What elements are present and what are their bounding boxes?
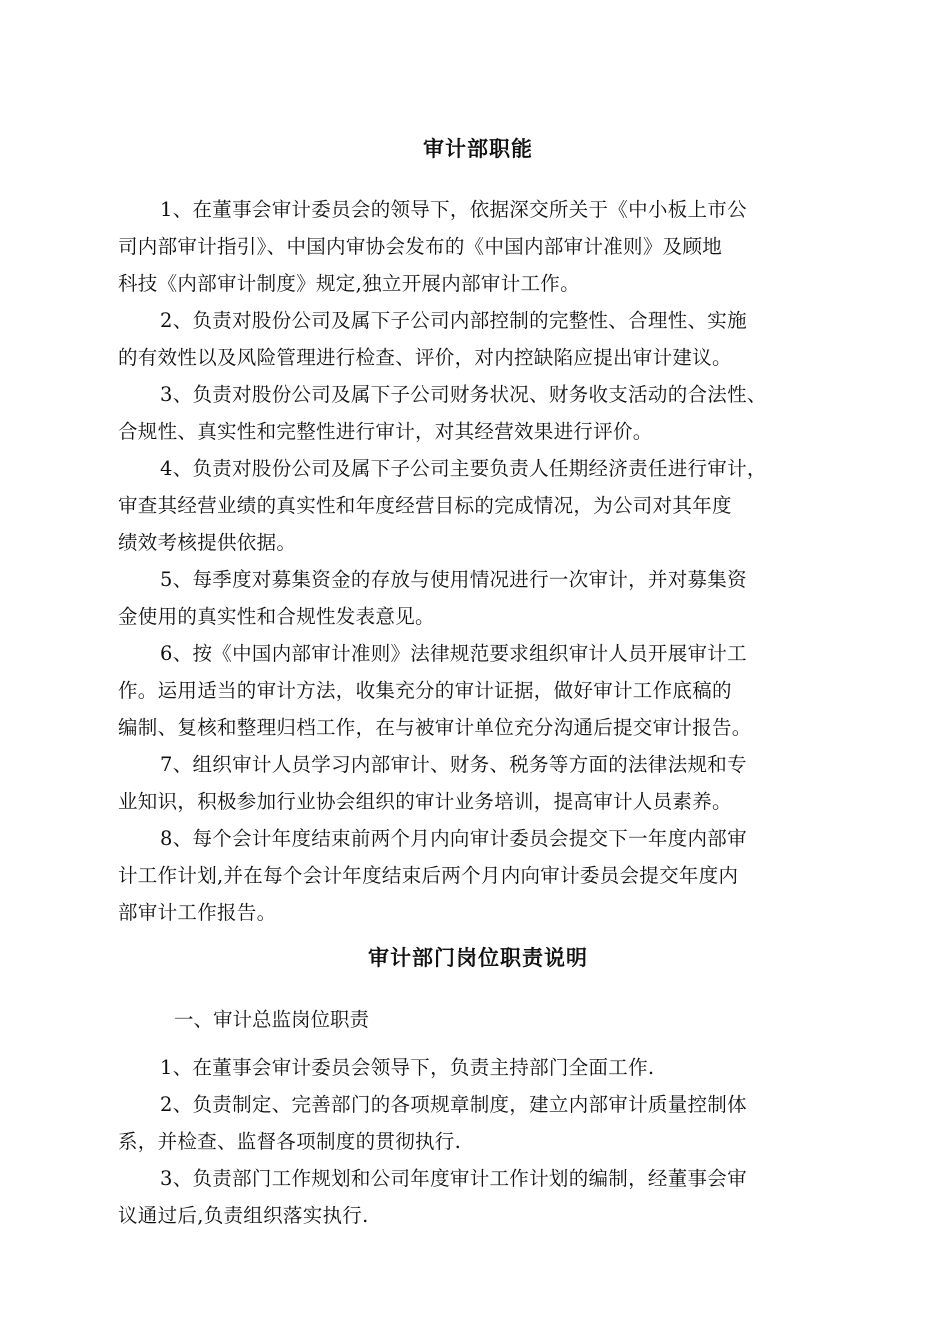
- subheading-chief-auditor: 一、审计总监岗位职责: [174, 1008, 370, 1031]
- text-line: 2、负责制定、完善部门的各项规章制度，建立内部审计质量控制体: [160, 1093, 747, 1116]
- text-line: 编制、复核和整理归档工作，在与被审计单位充分沟通后提交审计报告。: [118, 716, 752, 739]
- section-title-job-duties: 审计部门岗位职责说明: [368, 946, 588, 970]
- text-line: 议通过后,负责组织落实执行.: [118, 1204, 369, 1227]
- paragraph: [118, 561, 838, 635]
- paragraph: [118, 1086, 838, 1160]
- text-line: 金使用的真实性和合规性发表意见。: [118, 605, 435, 628]
- paragraph: [118, 1160, 838, 1234]
- text-line: 2、负责对股份公司及属下子公司内部控制的完整性、合理性、实施: [160, 309, 747, 332]
- paragraph: [118, 376, 838, 450]
- paragraph: [118, 820, 838, 931]
- paragraph: [118, 746, 838, 820]
- text-line: 作。运用适当的审计方法，收集充分的审计证据，做好审计工作底稿的: [118, 679, 732, 702]
- paragraph: [118, 191, 838, 302]
- text-line: 5、每季度对募集资金的存放与使用情况进行一次审计，并对募集资: [160, 568, 747, 591]
- text-line: 计工作计划,并在每个会计年度结束后两个月内向审计委员会提交年度内: [118, 864, 739, 887]
- paragraph: [118, 450, 838, 561]
- paragraph: [118, 1049, 838, 1086]
- text-line: 3、负责部门工作规划和公司年度审计工作计划的编制，经董事会审: [160, 1167, 747, 1190]
- text-line: 业知识，积极参加行业协会组织的审计业务培训，提高审计人员素养。: [118, 790, 732, 813]
- text-line: 部审计工作报告。: [118, 901, 277, 924]
- text-line: 审查其经营业绩的真实性和年度经营目标的完成情况，为公司对其年度: [118, 494, 732, 517]
- text-line: 1、在董事会审计委员会领导下，负责主持部门全面工作.: [160, 1056, 655, 1079]
- text-line: 3、负责对股份公司及属下子公司财务状况、财务收支活动的合法性、: [160, 383, 767, 406]
- paragraph: [118, 635, 838, 746]
- text-line: 系，并检查、监督各项制度的贯彻执行.: [118, 1130, 462, 1153]
- text-line: 科技《内部审计制度》规定,独立开展内部审计工作。: [118, 272, 580, 295]
- paragraph: [118, 302, 838, 376]
- text-line: 1、在董事会审计委员会的领导下，依据深交所关于《中小板上市公: [160, 198, 747, 221]
- text-line: 7、组织审计人员学习内部审计、财务、税务等方面的法律法规和专: [160, 753, 747, 776]
- text-line: 4、负责对股份公司及属下子公司主要负责人任期经济责任进行审计，: [160, 457, 767, 480]
- text-line: 合规性、真实性和完整性进行审计，对其经营效果进行评价。: [118, 420, 653, 443]
- section-title-audit-functions: 审计部职能: [423, 137, 533, 161]
- text-line: 6、按《中国内部审计准则》法律规范要求组织审计人员开展审计工: [160, 642, 747, 665]
- text-line: 司内部审计指引》、中国内审协会发布的《中国内部审计准则》及顾地: [118, 235, 723, 258]
- text-line: 绩效考核提供依据。: [118, 531, 297, 554]
- text-line: 8、每个会计年度结束前两个月内向审计委员会提交下一年度内部审: [160, 827, 747, 850]
- text-line: 的有效性以及风险管理进行检查、评价，对内控缺陷应提出审计建议。: [118, 346, 732, 369]
